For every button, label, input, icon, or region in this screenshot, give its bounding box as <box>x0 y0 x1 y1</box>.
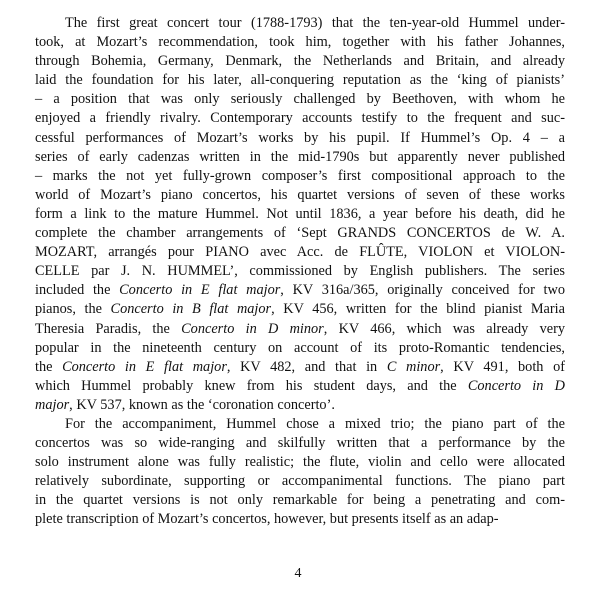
text-segment: , KV 456, written for the blind pianist Maria <box>271 301 565 318</box>
text-line <box>35 243 565 262</box>
text-segment: in the quartet versions is not only remarkable for being a penetrating and com- <box>35 492 565 509</box>
italic-text: Concerto in E flat major <box>62 358 227 375</box>
document-body <box>35 14 565 530</box>
text-line <box>35 224 565 243</box>
italic-text: C minor <box>386 358 441 375</box>
text-line <box>35 186 565 205</box>
italic-text: Concerto in E flat major <box>119 282 281 299</box>
text-segment: took, at Mozart’s recommendation, took him, together with his father Johannes, <box>35 34 565 51</box>
text-segment: laid the foundation for his later, all-conquering reputation as the ‘king of pianists’ <box>35 72 565 89</box>
text-segment: included the <box>35 282 120 299</box>
text-line <box>35 510 565 529</box>
text-line <box>35 491 565 510</box>
italic-text: Concerto in D <box>467 377 565 394</box>
text-line <box>35 396 565 415</box>
text-segment: – marks the not yet fully-grown composer’s first compositional approach to the <box>35 167 565 184</box>
text-segment: , KV 537, known as the ‘coronation concerto’. <box>69 396 335 413</box>
text-line <box>35 339 565 358</box>
text-segment: The first great concert tour (1788-1793) that the ten-year-old Hummel under- <box>65 15 565 31</box>
text-line <box>35 167 565 186</box>
text-segment: relatively subordinate, supporting or accompanimental functions. The piano part <box>35 473 565 490</box>
text-segment: , KV 482, and that in <box>226 358 387 375</box>
text-line <box>35 472 565 491</box>
text-line <box>35 358 565 377</box>
text-segment: cessful performances of Mozart’s works by his pupil. If Hummel’s Op. 4 – a <box>35 129 565 146</box>
text-line <box>35 320 565 339</box>
text-line <box>35 205 565 224</box>
text-segment: world of Mozart’s piano concertos, his quartet versions of seven of these works <box>35 186 565 203</box>
text-line <box>35 281 565 300</box>
text-line <box>35 129 565 148</box>
text-line <box>35 52 565 71</box>
text-segment: plete transcription of Mozart’s concertos, however, but presents itself as an adap- <box>35 511 499 528</box>
text-segment: Theresia Paradis, the <box>35 320 182 337</box>
text-segment: – a position that was only seriously challenged by Beethoven, with whom he <box>35 91 565 108</box>
text-line <box>35 90 565 109</box>
text-segment: series of early cadenzas written in the mid-1790s but apparently never published <box>35 148 565 165</box>
text-line <box>35 14 565 33</box>
text-line <box>35 71 565 90</box>
text-line <box>35 33 565 52</box>
text-segment: through Bohemia, Germany, Denmark, the Netherlands and Britain, and already <box>35 53 565 70</box>
paragraph <box>35 415 565 530</box>
text-segment: enjoyed a friendly rivalry. Contemporary accounts testify to the frequent and suc- <box>35 110 565 127</box>
paragraph <box>35 14 565 415</box>
text-segment: , KV 316a/365, originally conceived for two <box>280 282 565 299</box>
text-segment: CELLE par J. N. HUMMEL’, commissioned by English publishers. The series <box>35 263 565 280</box>
italic-text: Concerto in B flat major <box>110 301 272 318</box>
text-line <box>35 109 565 128</box>
text-segment: which Hummel probably knew from his student days, and the <box>35 377 468 394</box>
text-segment: concertos was so wide-ranging and skilfully written that a performance by the <box>35 435 565 452</box>
text-segment: , KV 491, both of <box>440 358 565 375</box>
text-line <box>35 262 565 281</box>
text-line <box>35 434 565 453</box>
text-segment: , KV 466, which was already very <box>323 320 565 337</box>
text-segment: form a link to the mature Hummel. Not until 1836, a year before his death, did he <box>35 205 565 222</box>
text-segment: complete the chamber arrangements of ‘Sept GRANDS CONCERTOS de W. A. <box>35 225 565 242</box>
text-line <box>35 377 565 396</box>
text-segment: pianos, the <box>35 301 111 318</box>
text-segment: solo instrument alone was fully realistic; the flute, violin and cello were allocated <box>35 454 565 471</box>
text-line <box>35 300 565 319</box>
italic-text: major <box>35 396 70 413</box>
page-number: 4 <box>294 566 302 581</box>
text-segment: popular in the nineteenth century on account of its proto-Romantic tendencies, <box>35 339 565 356</box>
italic-text: Concerto in D minor <box>181 320 324 337</box>
text-segment: the <box>35 358 63 375</box>
text-segment: MOZART, arrangés pour PIANO avec Acc. de FLÛTE, VIOLON et VIOLON- <box>35 244 565 261</box>
text-line <box>35 453 565 472</box>
text-segment: For the accompaniment, Hummel chose a mixed trio; the piano part of the <box>65 415 565 432</box>
text-line <box>35 148 565 167</box>
text-line <box>35 415 565 434</box>
